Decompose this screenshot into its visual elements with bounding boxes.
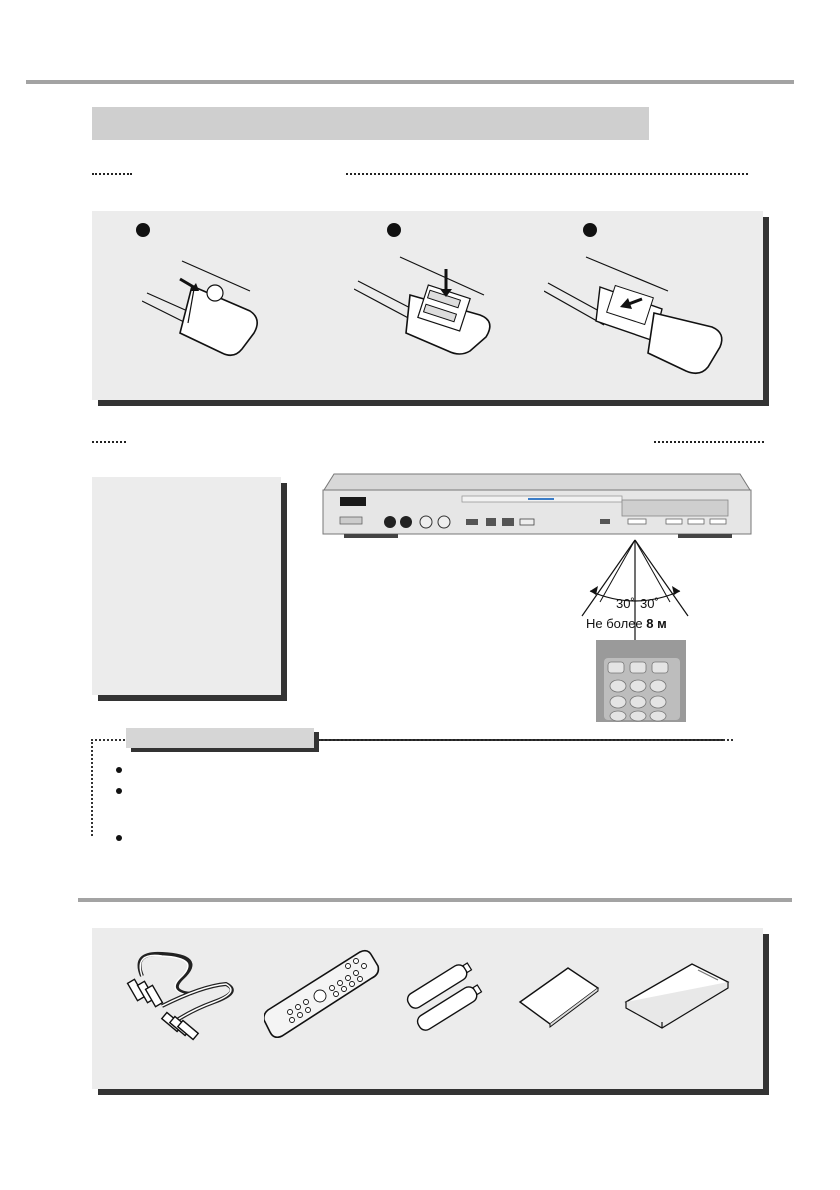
dvd-player-illustration xyxy=(322,470,752,540)
remote-cover-close-illustration xyxy=(544,251,734,381)
heading2-dots-left xyxy=(92,441,126,443)
av-cable-icon xyxy=(122,946,238,1046)
battery-install-panel xyxy=(92,211,763,400)
user-manual-icon xyxy=(622,960,734,1040)
note-title-tab xyxy=(126,728,314,748)
top-divider xyxy=(26,80,794,84)
note-bullet-2-icon xyxy=(116,788,122,794)
heading-dots-left xyxy=(92,173,132,175)
step-3-marker-icon xyxy=(583,223,597,237)
distance-prefix: Не более xyxy=(586,616,643,631)
angle-right-label: 30˚ xyxy=(640,596,659,611)
step-1-marker-icon xyxy=(136,223,150,237)
remote-pointing-illustration xyxy=(596,640,686,722)
angle-left-label: 30˚ xyxy=(616,596,635,611)
batteries-icon xyxy=(398,952,494,1036)
distance-label xyxy=(586,616,667,631)
heading2-dots-right xyxy=(654,441,764,443)
section-title-bar xyxy=(92,107,649,140)
accessories-panel xyxy=(92,928,763,1089)
remote-range-text-panel xyxy=(92,477,281,695)
note-bullet-1-icon xyxy=(116,767,122,773)
note-dots xyxy=(318,739,723,741)
accessories-divider xyxy=(78,898,792,902)
remote-control-icon xyxy=(264,948,384,1038)
remote-cover-closed-illustration xyxy=(142,251,282,361)
distance-value: 8 м xyxy=(646,616,667,631)
step-2-marker-icon xyxy=(387,223,401,237)
warranty-card-icon xyxy=(516,964,602,1030)
brand-logo xyxy=(340,497,366,506)
heading-dots-right xyxy=(346,173,748,175)
note-bullet-3-icon xyxy=(116,835,122,841)
remote-battery-insert-illustration xyxy=(354,251,504,361)
note-frame xyxy=(91,739,733,836)
